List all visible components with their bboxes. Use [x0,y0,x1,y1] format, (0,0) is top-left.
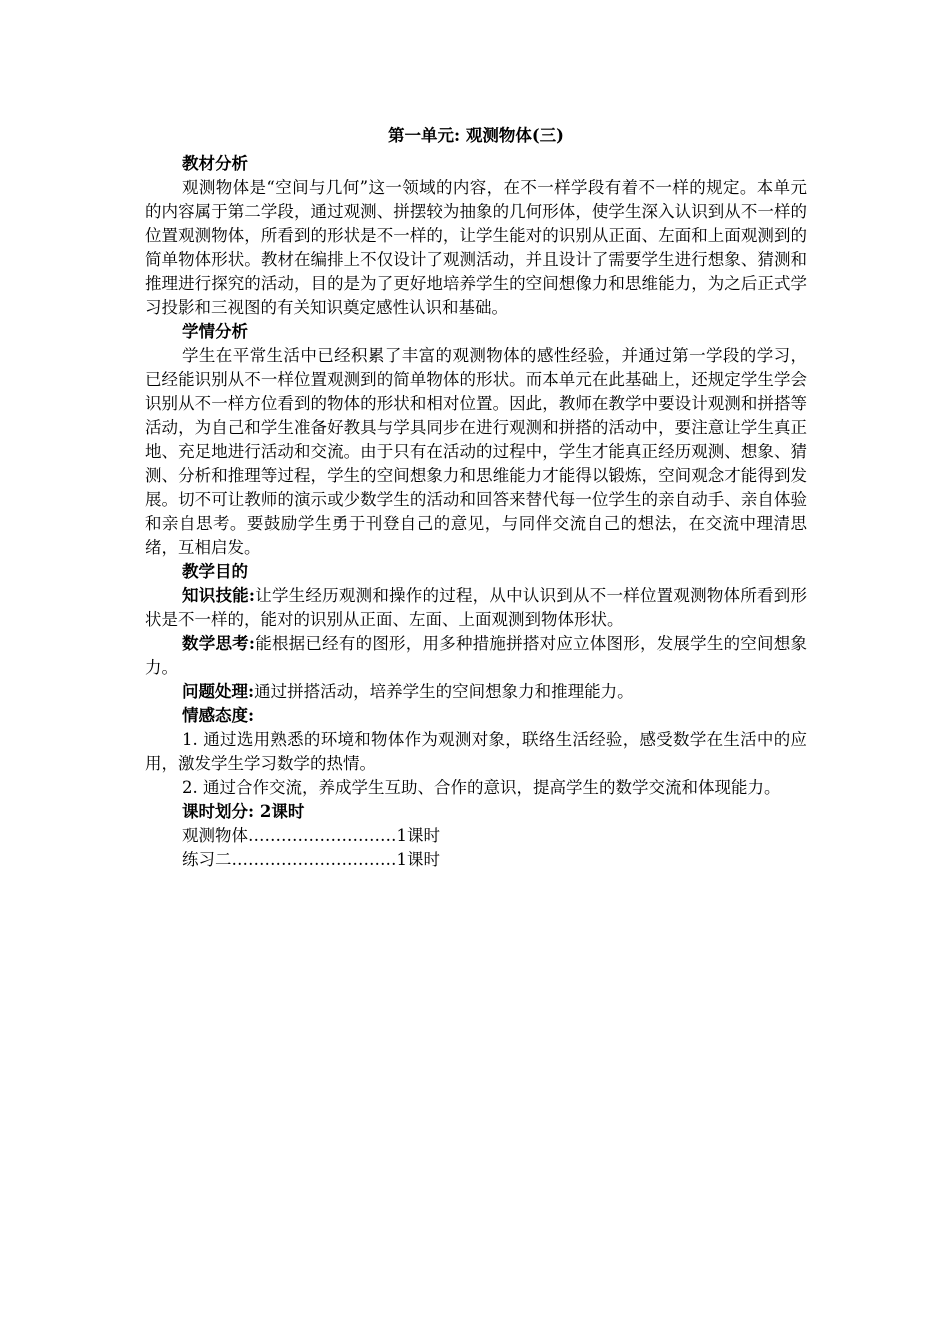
schedule-item: 练习二…………………………1课时 [182,850,440,869]
textbook-analysis-heading: 教材分析 [182,154,248,173]
goal-knowledge-label: 知识技能: [182,586,255,605]
goal-knowledge [145,584,807,632]
goal-thinking-label: 数学思考: [182,634,255,653]
textbook-analysis-body: 观测物体是“空间与几何”这一领域的内容，在不一样学段有着不一样的规定。本单元的内容属于第二学段，通过观测、拼摆较为抽象的几何形体，使学生深入认识到从不一样的位置观测物体，所看到的形状是不一样的，让学生能对的识别从正面、左面和上面观测到的简单物体形状。教材在编排上不仅设计了观测活动，并且设计了需要学生进行想象、猜测和推理进行探究的活动，目的是为了更好地培养学生的空间想像力和思维能力，为之后正式学习投影和三视图的有关知识奠定感性认识和基础。 [145,178,807,317]
goal-thinking [145,632,807,680]
goal-emotion-label: 情感态度: [182,706,255,725]
goal-problem-text: 通过拼搭活动，培养学生的空间想象力和推理能力。 [254,682,634,701]
goal-problem [145,680,807,704]
goal-emotion-item: 1. 通过选用熟悉的环境和物体作为观测对象，联络生活经验，感受数学在生活中的应用，激发学生学习数学的热情。 [145,730,807,773]
goal-emotion-item: 2. 通过合作交流，养成学生互助、合作的意识，提高学生的数学交流和体现能力。 [182,778,781,797]
goal-knowledge-text: 让学生经历观测和操作的过程，从中认识到从不一样位置观测物体所看到形状是不一样的，能对的识别从正面、左面、上面观测到物体形状。 [145,586,807,629]
schedule-item: 观测物体………………………1课时 [182,826,440,845]
student-analysis-body: 学生在平常生活中已经积累了丰富的观测物体的感性经验，并通过第一学段的学习，已经能识别从不一样位置观测到的简单物体的形状。而本单元在此基础上，还规定学生学会识别从不一样方位看到的物体的形状和相对位置。因此，教师在教学中要设计观测和拼搭等活动，为自己和学生准备好教具与学具同步在进行观测和拼搭的活动中，要注意让学生真正地、充足地进行活动和交流。由于只有在活动的过程中，学生才能真正经历观测、想象、猜测、分析和推理等过程，学生的空间想象力和思维能力才能得以锻炼，空间观念才能得到发展。切不可让教师的演示或少数学生的活动和回答来替代每一位学生的亲自动手、亲自体验和亲自思考。要鼓励学生勇于刊登自己的意见，与同伴交流自己的想法，在交流中理清思绪，互相启发。 [145,346,807,557]
page-title: 第一单元: 观测物体(三) [388,126,564,145]
student-analysis-heading: 学情分析 [182,322,248,341]
document-page [145,124,807,872]
teaching-goals-heading: 教学目的 [182,562,248,581]
goal-problem-label: 问题处理: [182,682,255,701]
goal-thinking-text: 能根据已经有的图形，用多种措施拼搭对应立体图形，发展学生的空间想象力。 [145,634,807,677]
schedule-heading: 课时划分: 2课时 [182,802,305,821]
